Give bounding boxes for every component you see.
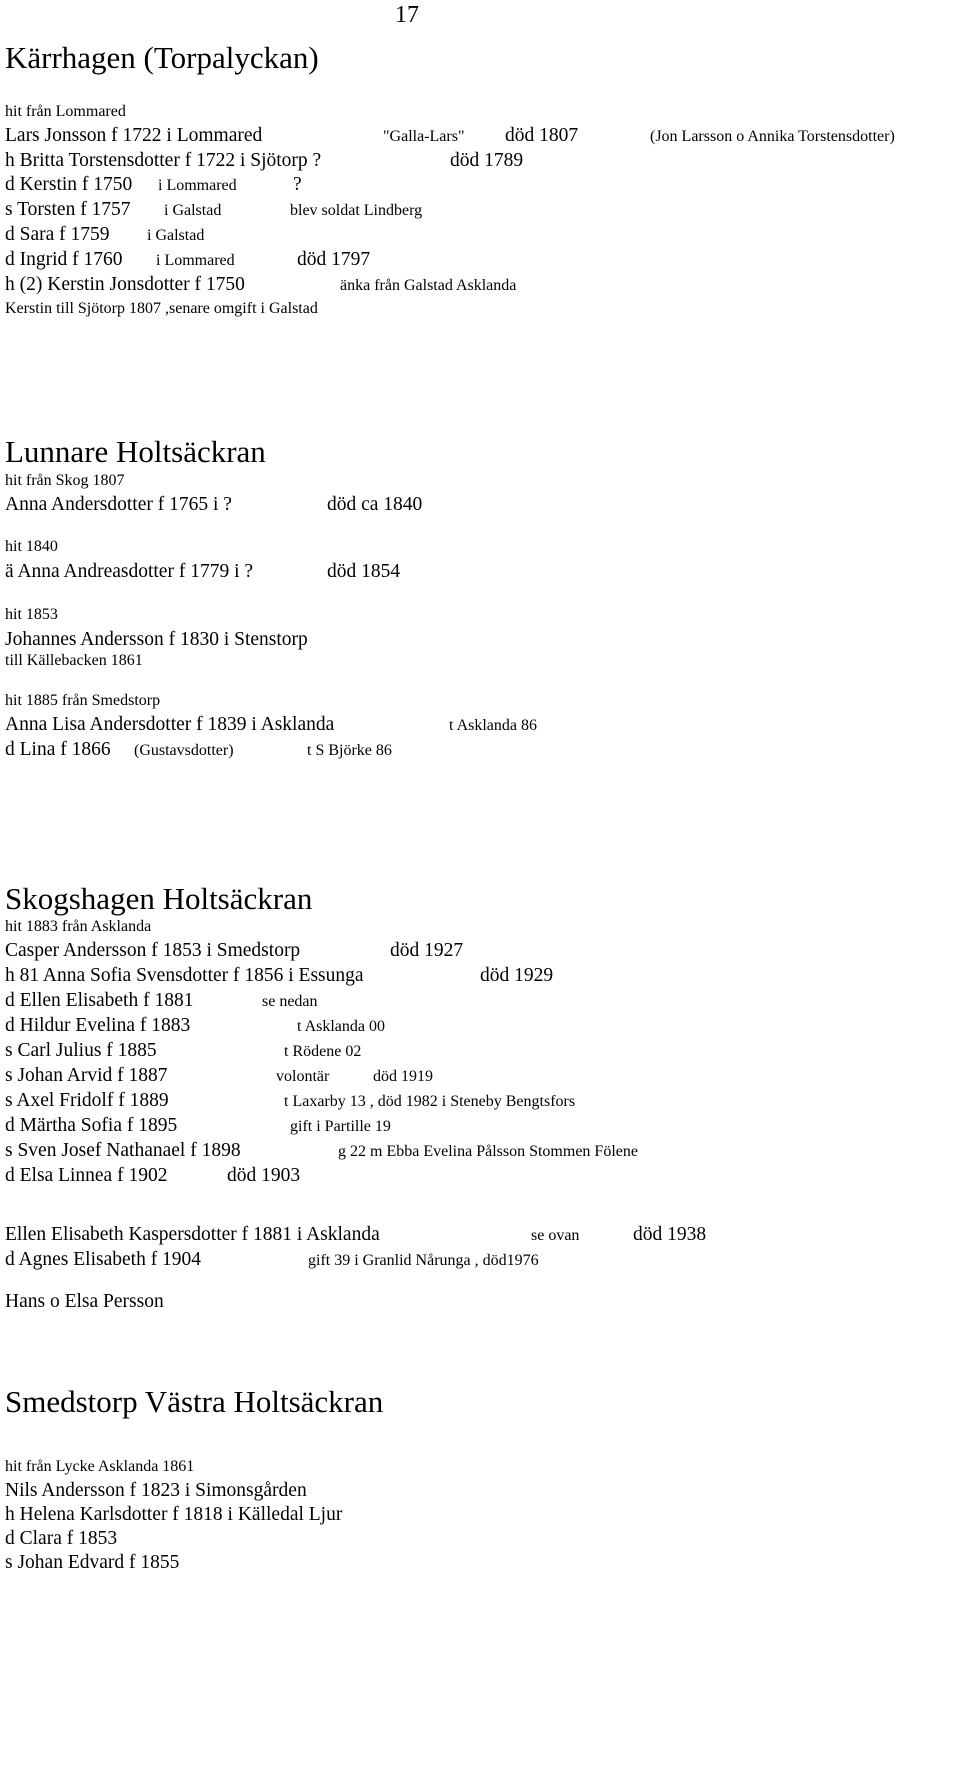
section-title-karrhagen: Kärrhagen (Torpalyckan) [5, 40, 319, 75]
death-note: död 1919 [373, 1068, 433, 1085]
move-note: t Laxarby 13 , död 1982 i Steneby Bengtsfors [284, 1093, 576, 1110]
person-name: d Agnes Elisabeth f 1904 [5, 1249, 202, 1270]
arrival-line: hit 1840 [5, 538, 58, 555]
person-name: Nils Andersson f 1823 i Simonsgården [5, 1480, 307, 1501]
person-name: Anna Lisa Andersdotter f 1839 i Asklanda [5, 714, 335, 735]
death-note: död 1854 [327, 561, 401, 582]
person-note: gift 39 i Granlid Nårunga , död1976 [308, 1252, 539, 1269]
move-note: t Asklanda 86 [449, 717, 537, 734]
person-name: ä Anna Andreasdotter f 1779 i ? [5, 561, 254, 582]
birthplace-note: i Galstad [147, 227, 205, 244]
section-title-lunnare: Lunnare Holtsäckran [5, 434, 266, 469]
move-note: till Källebacken 1861 [5, 652, 143, 669]
person-name: d Märtha Sofia f 1895 [5, 1115, 178, 1136]
arrival-line: hit från Lommared [5, 103, 126, 120]
birthplace-note: i Galstad [164, 202, 222, 219]
section-title-skogshagen: Skogshagen Holtsäckran [5, 881, 313, 916]
person-name: Ellen Elisabeth Kaspersdotter f 1881 i Asklanda [5, 1224, 380, 1245]
patronymic-note: (Gustavsdotter) [134, 742, 234, 759]
move-note: Kerstin till Sjötorp 1807 ,senare omgift i Galstad [5, 300, 318, 317]
death-note: död 1938 [633, 1224, 707, 1245]
move-note: t Asklanda 00 [297, 1018, 385, 1035]
page-number: 17 [395, 2, 419, 28]
death-note: död 1903 [227, 1165, 301, 1186]
person-nickname: "Galla-Lars" [383, 128, 465, 145]
person-name: d Hildur Evelina f 1883 [5, 1015, 191, 1036]
birthplace-note: i Lommared [156, 252, 235, 269]
death-note: död 1789 [450, 150, 524, 171]
person-name: h 81 Anna Sofia Svensdotter f 1856 i Essunga [5, 965, 364, 986]
person-name: d Sara f 1759 [5, 224, 110, 245]
move-note: t S Björke 86 [307, 742, 392, 759]
death-note: död 1797 [297, 249, 371, 270]
arrival-line: hit 1853 [5, 606, 58, 623]
person-name: s Carl Julius f 1885 [5, 1040, 157, 1061]
move-note: t Rödene 02 [284, 1043, 362, 1060]
person-note: blev soldat Lindberg [290, 202, 423, 219]
person-name: h Britta Torstensdotter f 1722 i Sjötorp ? [5, 150, 322, 171]
person-name: d Kerstin f 1750 [5, 174, 133, 195]
person-note: se ovan [531, 1227, 580, 1244]
death-note: död ca 1840 [327, 494, 423, 515]
birthplace-note: i Lommared [158, 177, 237, 194]
person-name: h Helena Karlsdotter f 1818 i Källedal Ljur [5, 1504, 343, 1525]
unknown-mark: ? [293, 174, 302, 195]
arrival-line: hit från Lycke Asklanda 1861 [5, 1458, 195, 1475]
person-name: d Ellen Elisabeth f 1881 [5, 990, 194, 1011]
person-name: Hans o Elsa Persson [5, 1291, 164, 1312]
person-note: se nedan [262, 993, 318, 1010]
person-name: d Elsa Linnea f 1902 [5, 1165, 168, 1186]
person-name: Lars Jonsson f 1722 i Lommared [5, 125, 263, 146]
person-name: d Lina f 1866 [5, 739, 111, 760]
person-name: s Torsten f 1757 [5, 199, 131, 220]
death-note: död 1929 [480, 965, 554, 986]
arrival-line: hit 1883 från Asklanda [5, 918, 152, 935]
death-note: död 1807 [505, 125, 579, 146]
person-name: s Johan Edvard f 1855 [5, 1552, 180, 1573]
person-note: g 22 m Ebba Evelina Pålsson Stommen Fölene [338, 1143, 638, 1160]
person-name: d Ingrid f 1760 [5, 249, 123, 270]
person-name: s Johan Arvid f 1887 [5, 1065, 168, 1086]
person-name: Casper Andersson f 1853 i Smedstorp [5, 940, 301, 961]
person-name: h (2) Kerstin Jonsdotter f 1750 [5, 274, 245, 295]
arrival-line: hit 1885 från Smedstorp [5, 692, 161, 709]
person-note: änka från Galstad Asklanda [340, 277, 517, 294]
person-name: d Clara f 1853 [5, 1528, 118, 1549]
arrival-line: hit från Skog 1807 [5, 472, 125, 489]
section-title-smedstorp: Smedstorp Västra Holtsäckran [5, 1384, 384, 1419]
death-note: död 1927 [390, 940, 464, 961]
person-name: Johannes Andersson f 1830 i Stenstorp [5, 629, 308, 650]
person-name: Anna Andersdotter f 1765 i ? [5, 494, 232, 515]
person-name: s Axel Fridolf f 1889 [5, 1090, 169, 1111]
move-note: gift i Partille 19 [290, 1118, 391, 1135]
person-note: volontär [276, 1068, 330, 1085]
parents-note: (Jon Larsson o Annika Torstensdotter) [650, 128, 895, 145]
person-name: s Sven Josef Nathanael f 1898 [5, 1140, 241, 1161]
